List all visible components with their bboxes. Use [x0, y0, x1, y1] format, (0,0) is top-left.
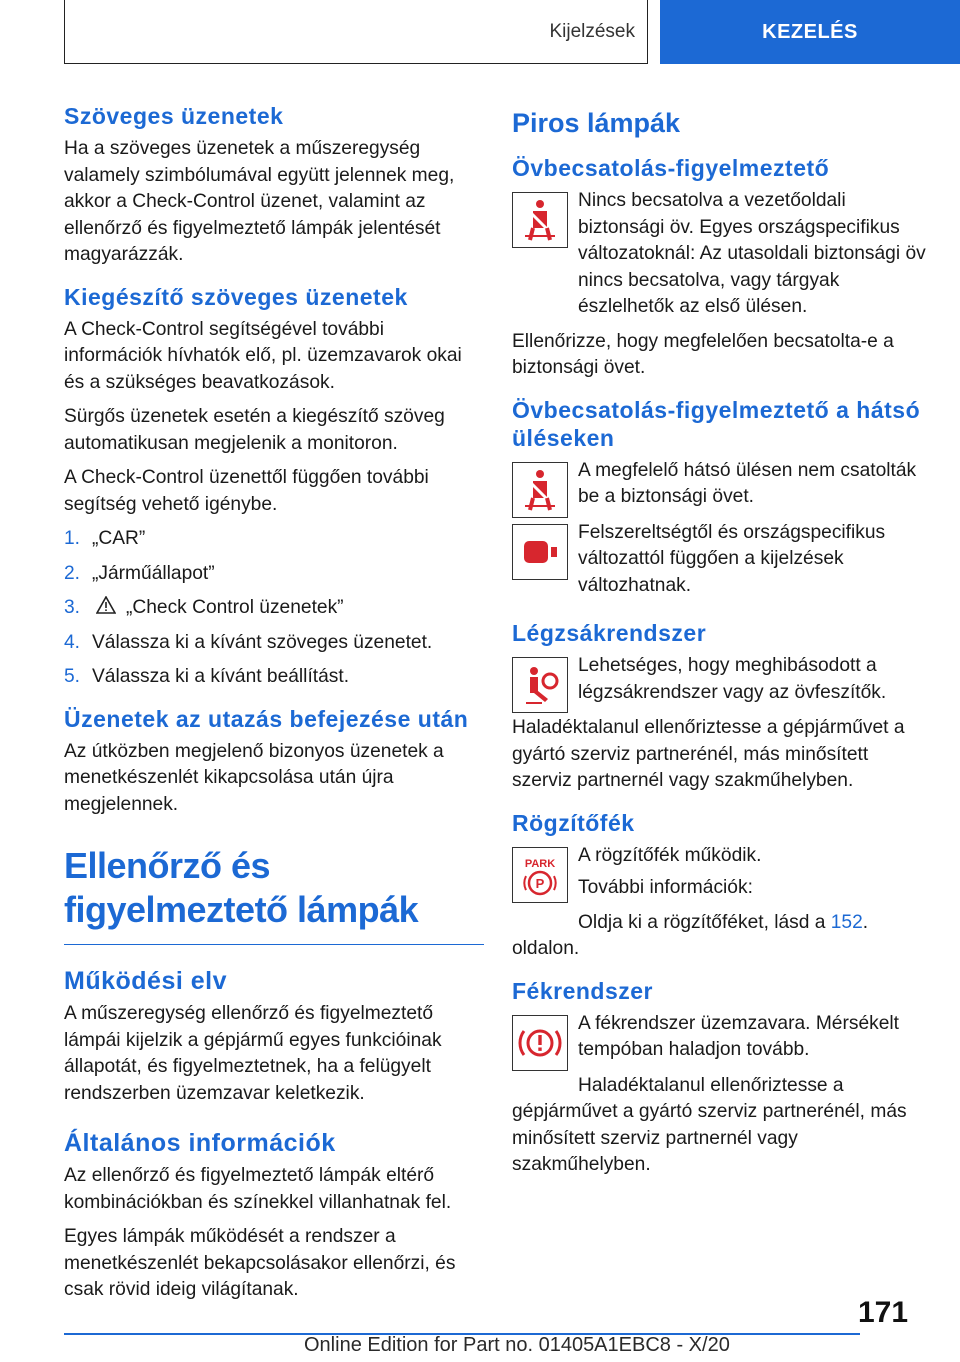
- park-label: PARK: [524, 857, 556, 870]
- red-lamps-heading: Piros lámpák: [512, 108, 681, 138]
- rear-belt-heading: Övbecsatolás-figyelmeztető a hátsó üléseken: [512, 396, 921, 451]
- page-number: 171: [858, 1296, 909, 1329]
- brake-system-p1: A fékrendszer üzemzavara. Mérsékelt tempóban haladjon tovább.: [578, 1012, 899, 1060]
- belt-warning-p2: Ellenőrizze, hogy megfelelően becsatolta-e a biztonsági övet.: [512, 330, 894, 378]
- list-item: [64, 664, 484, 691]
- step-number: 4.: [64, 631, 81, 653]
- airbag-p2: Haladéktalanul ellenőriztesse a gépjárművet a gyártó szerviz partnerénél, más minősített szerviz partnernél vagy szakműhelyben.: [512, 717, 905, 791]
- parking-brake-block: [512, 843, 926, 908]
- parking-brake-heading: Rögzítőfék: [512, 809, 635, 836]
- parking-brake-p1: A rögzítőfék működik.: [578, 844, 762, 866]
- list-item: [64, 630, 484, 657]
- extra-messages-p1: A Check-Control segítségével további információk hívhatók elő, pl. üzemzavarok okai és a szükséges beavatkozások.: [64, 318, 462, 393]
- rear-belt-p2: Felszereltségtől és országspecifikus változattól függően a kijelzések változhatnak.: [578, 521, 886, 596]
- step-number: 2.: [64, 562, 81, 584]
- seatbelt-icon: [512, 462, 568, 518]
- footer-edition: Online Edition for Part no. 01405A1EBC8 - X/20: [304, 1334, 730, 1356]
- extra-messages-p3: A Check-Control üzenettől függően további segítség vehető igénybe.: [64, 467, 429, 515]
- lamps-chapter-title: Ellenőrző és figyelmeztető lámpák: [64, 844, 484, 945]
- general-info-p2: Egyes lámpák működését a rendszer a menetkészenlét bekapcsolásakor ellenőrzi, és csak rövid ideig világítanak.: [64, 1226, 456, 1300]
- rear-belt-p1: A megfelelő hátsó ülésen nem csatolták be a biztonsági övet.: [578, 459, 917, 507]
- belt-warning-block: [512, 188, 926, 327]
- header-chapter-tab: [660, 0, 960, 64]
- parking-brake-p3-post: . oldalon.: [512, 911, 869, 959]
- text-messages-body: Ha a szöveges üzenetek a műszeregység valamely szimbólumával együtt jelennek meg, akkor a Check-Control üzenet, valamint az ellenőrző és figyelmeztető lámpák jelentését magyarázzák.: [64, 138, 455, 265]
- header-chapter-label: KEZELÉS: [762, 20, 858, 43]
- list-item: [64, 526, 484, 553]
- step-text: Válassza ki a kívánt beállítást.: [92, 666, 350, 687]
- header-section-label: Kijelzések: [549, 20, 635, 42]
- warning-triangle-icon: [96, 595, 116, 622]
- rear-belt-block: [512, 458, 926, 518]
- general-info-heading: Általános információk: [64, 1129, 336, 1157]
- list-item: [64, 595, 484, 622]
- parking-brake-p3: [512, 910, 926, 963]
- step-number: 3.: [64, 597, 81, 618]
- step-text: „Check Control üzenetek”: [126, 597, 344, 618]
- seatbelt-icon: [512, 192, 568, 248]
- parking-brake-p3-pre: Oldja ki a rögzítőféket, lásd a: [578, 911, 831, 933]
- steps-list: [64, 526, 484, 691]
- step-text: „Járműállapot”: [92, 562, 215, 584]
- airbag-block: [512, 653, 926, 713]
- function-body: A műszeregység ellenőrző és figyelmeztető lámpái kijelzik a gépjármű egyes funkcióinak állapotát, és figyelmeztetnek, ha a felügyelt rendszerben üzemzavar keletkezik.: [64, 1003, 442, 1104]
- after-trip-heading: Üzenetek az utazás befejezése után: [64, 705, 469, 732]
- right-column: [512, 100, 926, 1187]
- after-trip-body: Az útközben megjelenő bizonyos üzenetek a menetkészenlét kikapcsolása után újra megjelennek.: [64, 740, 444, 815]
- header-section-tab: [64, 0, 648, 64]
- brake-system-heading: Fékrendszer: [512, 977, 654, 1004]
- step-text: „CAR”: [92, 528, 146, 549]
- extra-messages-heading: Kiegészítő szöveges üzenetek: [64, 283, 408, 310]
- extra-messages-p2: Sürgős üzenetek esetén a kiegészítő szöveg automatikusan megjelenik a monitoron.: [64, 406, 445, 454]
- brake-system-block: [512, 1011, 926, 1071]
- text-messages-heading: Szöveges üzenetek: [64, 103, 284, 129]
- parking-brake-p2: További információk:: [578, 877, 753, 898]
- airbag-heading: Légzsákrendszer: [512, 620, 707, 646]
- airbag-p1: Lehetséges, hogy meghibásodott a légzsákrendszer vagy az övfeszítők.: [578, 655, 887, 703]
- rear-belt-variant-block: [512, 520, 926, 606]
- rear-seat-indicator-icon: [512, 524, 568, 580]
- page-link[interactable]: 152: [830, 911, 863, 933]
- parking-brake-icon: [512, 847, 568, 903]
- belt-warning-p1: Nincs becsatolva a vezetőoldali biztonsági öv. Egyes országspecifikus változatoknál: Az utasoldali biztonsági öv nincs becsatolva, vagy tárgyak észlelhetők az első ülésen.: [578, 190, 926, 317]
- left-column: [64, 100, 484, 1312]
- belt-warning-heading: Övbecsatolás-figyelmeztető: [512, 155, 830, 181]
- function-heading: Működési elv: [64, 967, 227, 995]
- step-number: 1.: [64, 528, 81, 549]
- brake-system-p2: Haladéktalanul ellenőriztesse a gépjárművet a gyártó szerviz partnerénél, más minősített szerviz partnernél vagy szakműhelyben.: [512, 1074, 907, 1175]
- airbag-icon: [512, 657, 568, 713]
- general-info-p1: Az ellenőrző és figyelmeztető lámpák eltérő kombinációkban és színekkel villanhatnak fel.: [64, 1165, 452, 1213]
- step-number: 5.: [64, 666, 81, 687]
- step-text: Válassza ki a kívánt szöveges üzenetet.: [92, 631, 433, 653]
- brake-warning-icon: [512, 1015, 568, 1071]
- svg-text:P: P: [535, 875, 545, 891]
- list-item: [64, 561, 484, 588]
